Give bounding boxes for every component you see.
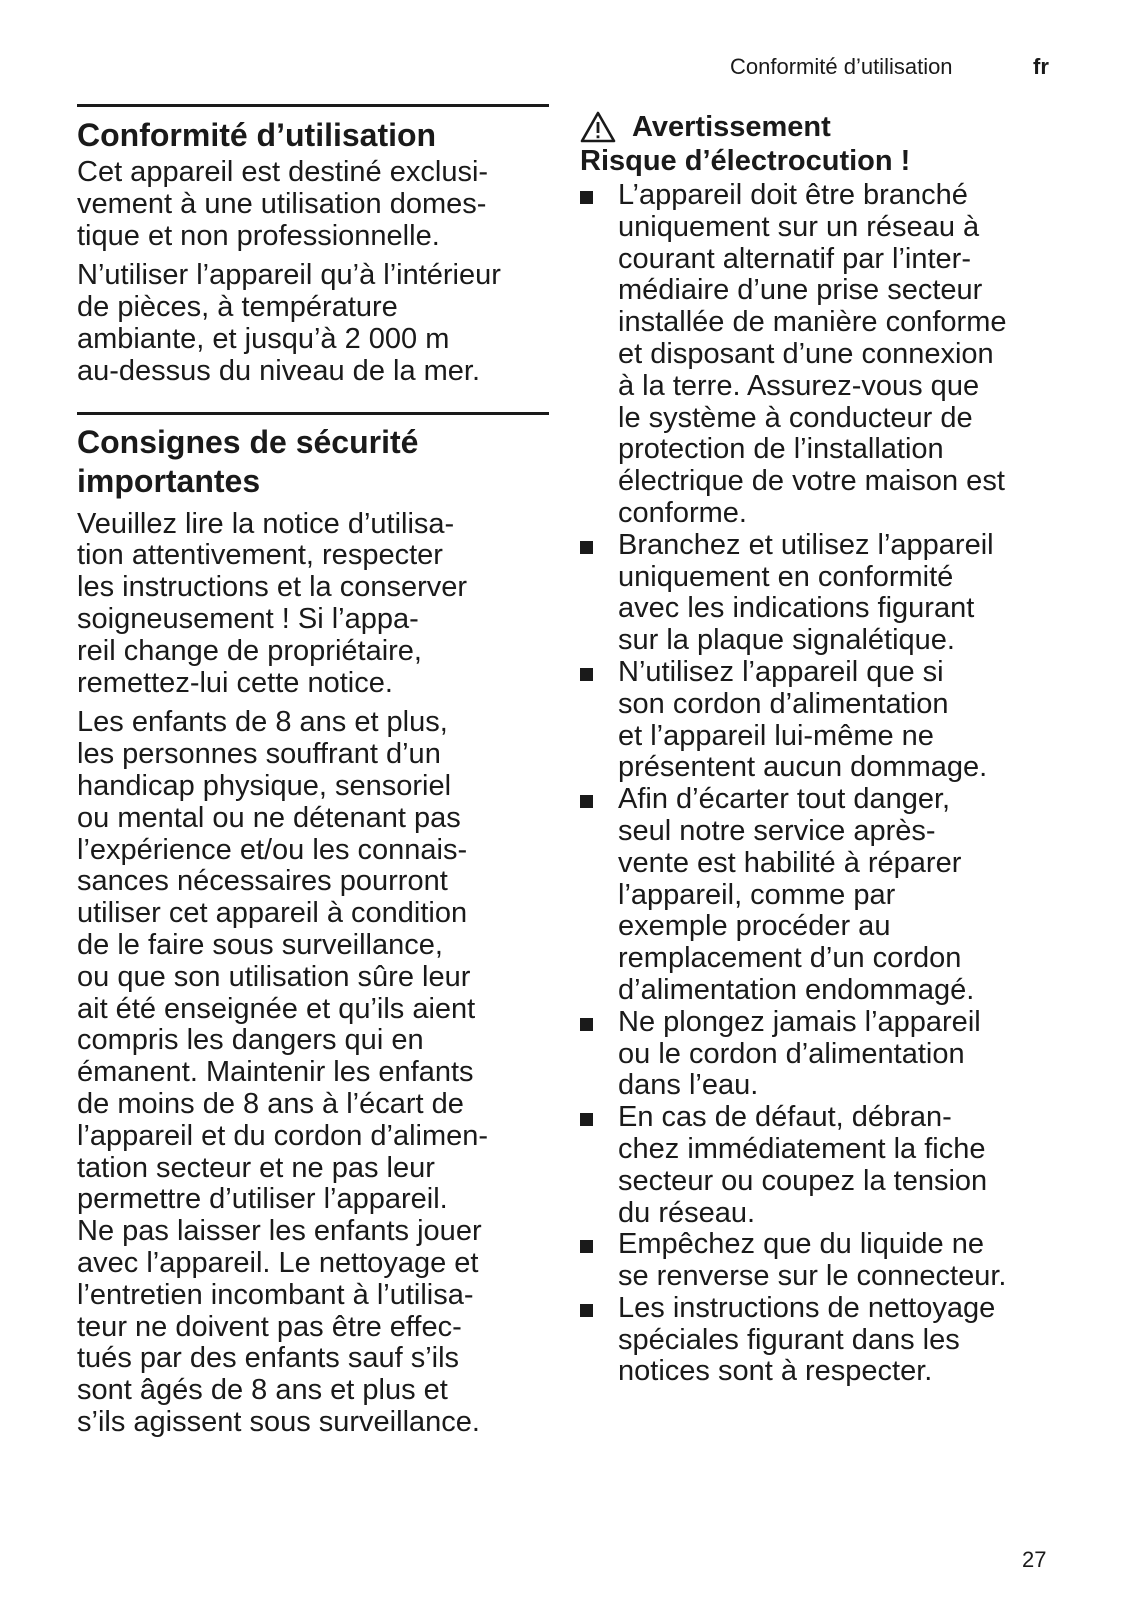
language-code: fr: [1033, 54, 1049, 79]
text-line: N’utilisez l’appareil que si: [618, 655, 944, 688]
text-line: les personnes souffrant d’un: [77, 738, 441, 771]
text-line: émanent. Maintenir les enfants: [77, 1056, 474, 1089]
bullet-square-icon: [580, 1304, 593, 1317]
text-line: L’appareil doit être branché: [618, 179, 968, 211]
text-line: tués par des enfants sauf s’ils: [77, 1342, 460, 1375]
text-line: courant alternatif par l’inter-: [618, 242, 971, 275]
text-line: ou mental ou ne détenant pas: [77, 801, 461, 834]
bullet-square-icon: [580, 541, 593, 554]
list-item: [580, 180, 1050, 530]
running-header-title: Conformité d’utilisation: [730, 54, 953, 79]
text-line: uniquement en conformité: [618, 560, 954, 593]
text-line: Veuillez lire la notice d’utilisa-: [77, 507, 455, 540]
text-line: et disposant d’une connexion: [618, 337, 994, 370]
text-line: sont âgés de 8 ans et plus et: [77, 1374, 448, 1407]
list-item: [580, 1293, 1050, 1388]
text-line: sances nécessaires pourront: [77, 865, 448, 898]
heading-line: importantes: [77, 462, 261, 499]
text-line: médiaire d’une prise secteur: [618, 274, 983, 307]
page-number: 27: [1022, 1547, 1047, 1572]
text-line: soigneusement ! Si l’appa-: [77, 602, 419, 635]
text-line: l’appareil et du cordon d’alimen-: [77, 1119, 489, 1152]
text-line: Afin d’écarter tout danger,: [618, 783, 951, 816]
text-line: Cet appareil est destiné exclusi-: [77, 156, 489, 188]
list-item: [580, 784, 1050, 1007]
list-item: [580, 530, 1050, 657]
text-line: présentent aucun dommage.: [618, 751, 988, 784]
text-line: ou que son utilisation sûre leur: [77, 960, 471, 993]
text-line: du réseau.: [618, 1196, 756, 1229]
text-line: Les enfants de 8 ans et plus,: [77, 706, 448, 739]
bullet-square-icon: [580, 191, 593, 204]
text-line: chez immédiatement la fiche: [618, 1132, 986, 1165]
list-item: [580, 1229, 1050, 1293]
text-line: tique et non professionnelle.: [77, 219, 440, 252]
text-line: vement à une utilisation domes-: [77, 187, 487, 220]
bullet-square-icon: [580, 1240, 593, 1253]
text-line: N’utiliser l’appareil qu’à l’intérieur: [77, 259, 501, 292]
text-line: son cordon d’alimentation: [618, 687, 949, 720]
text-line: l’appareil, comme par: [618, 878, 896, 911]
text-line: remettez-lui cette notice.: [77, 666, 393, 699]
text-line: Ne plongez jamais l’appareil: [618, 1005, 981, 1038]
text-line: l’expérience et/ou les connais-: [77, 833, 468, 866]
text-line: vente est habilité à réparer: [618, 846, 962, 879]
text-line: exemple procéder au: [618, 910, 891, 943]
text-line: à la terre. Assurez-vous que: [618, 369, 980, 402]
warning-title-row: [580, 110, 1050, 144]
section-divider: [77, 104, 549, 107]
text-line: notices sont à respecter.: [618, 1355, 933, 1388]
text-line: conforme.: [618, 496, 747, 529]
warning-subtitle: Risque d’électrocution !: [580, 145, 911, 177]
text-line: de pièces, à température: [77, 291, 398, 324]
text-line: permettre d’utiliser l’appareil.: [77, 1183, 448, 1216]
list-item: [580, 1102, 1050, 1229]
text-line: tation secteur et ne pas leur: [77, 1151, 435, 1184]
text-line: ait été enseignée et qu’ils aient: [77, 992, 476, 1025]
text-line: les instructions et la conserver: [77, 571, 468, 604]
text-line: ou le cordon d’alimentation: [618, 1037, 965, 1070]
safety-heading: [77, 423, 549, 501]
conformity-heading: Conformité d’utilisation: [77, 117, 437, 153]
safety-paragraph-1: [77, 509, 549, 700]
text-line: électrique de votre maison est: [618, 465, 1005, 498]
text-line: avec les indications figurant: [618, 592, 975, 625]
conformity-paragraph-2: [77, 260, 549, 387]
text-line: se renverse sur le connecteur.: [618, 1260, 1007, 1293]
text-line: le système à conducteur de: [618, 401, 973, 434]
text-line: avec l’appareil. Le nettoyage et: [77, 1246, 479, 1279]
conformity-paragraph-1: [77, 157, 549, 252]
bullet-square-icon: [580, 795, 593, 808]
text-line: s’ils agissent sous surveillance.: [77, 1405, 480, 1438]
safety-paragraph-2: [77, 707, 549, 1438]
text-line: compris les dangers qui en: [77, 1024, 424, 1057]
text-line: Ne pas laisser les enfants jouer: [77, 1215, 482, 1248]
text-line: Empêchez que du liquide ne: [618, 1228, 984, 1261]
text-line: tion attentivement, respecter: [77, 539, 443, 572]
text-line: teur ne doivent pas être effec-: [77, 1310, 462, 1343]
text-line: Les instructions de nettoyage: [618, 1291, 996, 1324]
warning-title: Avertissement: [632, 111, 831, 143]
warning-list: [580, 180, 1050, 1388]
heading-line: Consignes de sécurité: [77, 423, 419, 460]
warning-triangle-icon: [580, 111, 616, 143]
text-line: ambiante, et jusqu’à 2 000 m: [77, 322, 450, 355]
bullet-square-icon: [580, 668, 593, 681]
text-line: handicap physique, sensoriel: [77, 769, 452, 802]
text-line: secteur ou coupez la tension: [618, 1164, 988, 1197]
bullet-square-icon: [580, 1018, 593, 1031]
list-item: [580, 657, 1050, 784]
text-line: spéciales figurant dans les: [618, 1323, 960, 1356]
text-line: installée de manière conforme: [618, 306, 1007, 339]
text-line: protection de l’installation: [618, 433, 944, 466]
text-line: utiliser cet appareil à condition: [77, 897, 468, 930]
text-line: sur la plaque signalétique.: [618, 624, 955, 657]
text-line: dans l’eau.: [618, 1069, 759, 1102]
list-item: [580, 1007, 1050, 1102]
running-header: [0, 52, 1128, 82]
text-line: uniquement sur un réseau à: [618, 210, 980, 243]
section-divider: [77, 412, 549, 415]
text-line: d’alimentation endommagé.: [618, 973, 975, 1006]
text-line: seul notre service après-: [618, 814, 936, 847]
text-line: reil change de propriétaire,: [77, 634, 422, 667]
left-column: [77, 104, 549, 1439]
text-line: de le faire sous surveillance,: [77, 928, 443, 961]
text-line: En cas de défaut, débran-: [618, 1101, 952, 1134]
text-line: remplacement d’un cordon: [618, 942, 962, 975]
text-line: Branchez et utilisez l’appareil: [618, 528, 994, 561]
right-column: [580, 110, 1050, 1388]
bullet-square-icon: [580, 1113, 593, 1126]
text-line: et l’appareil lui-même ne: [618, 719, 934, 752]
text-line: l’entretien incombant à l’utilisa-: [77, 1278, 474, 1311]
text-line: de moins de 8 ans à l’écart de: [77, 1087, 464, 1120]
text-line: au-dessus du niveau de la mer.: [77, 354, 481, 387]
